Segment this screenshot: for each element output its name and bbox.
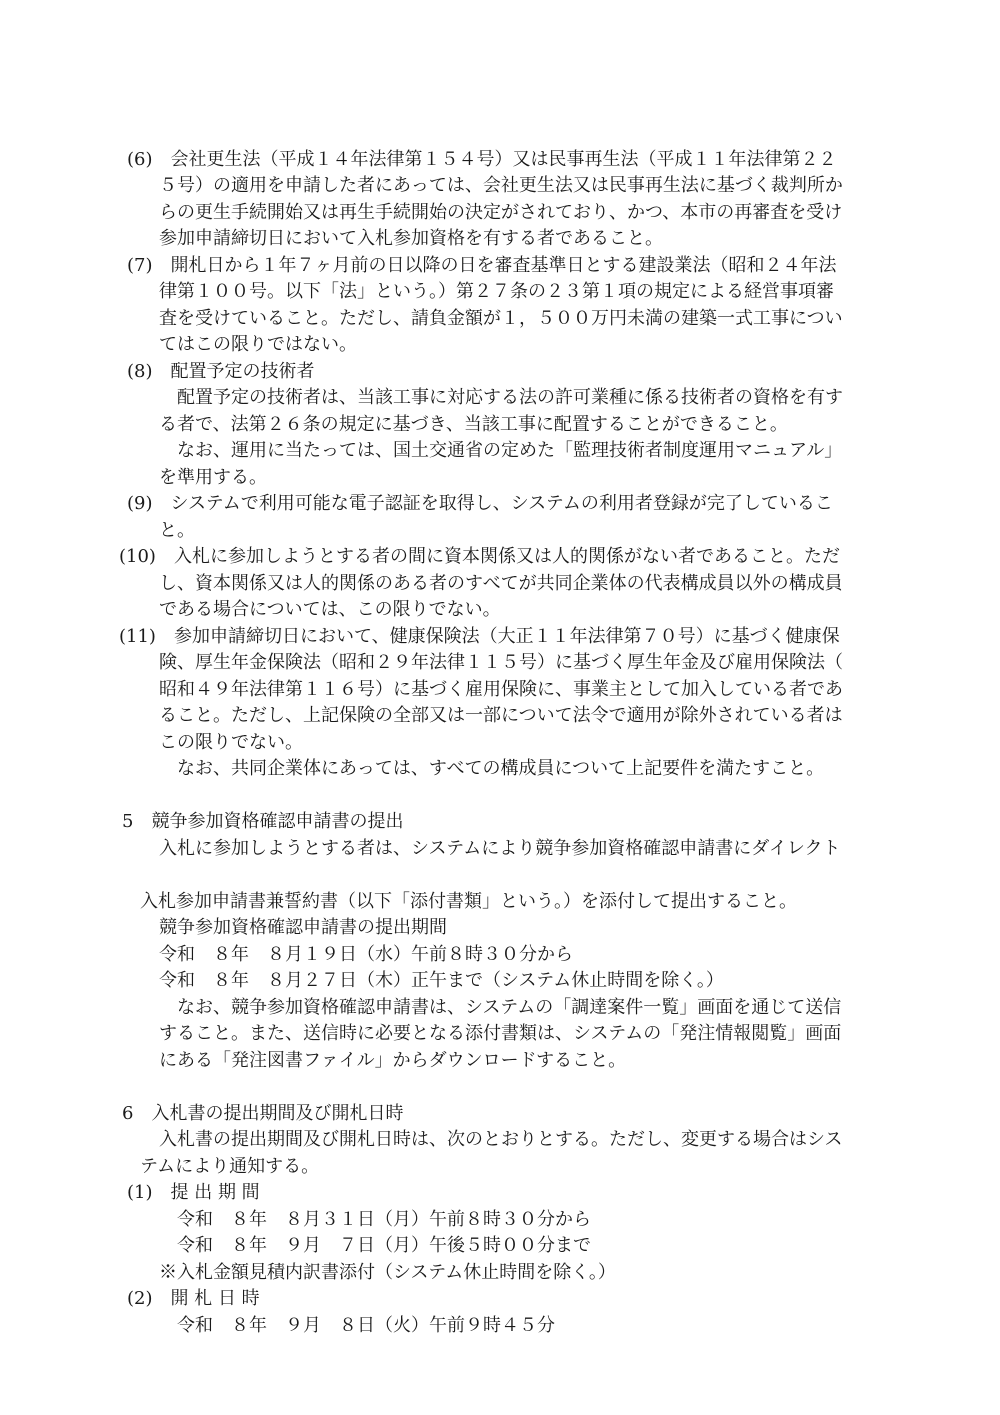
item-11-line-4: ること。ただし、上記保険の全部又は一部について法令で適用が除外されている者は bbox=[159, 705, 843, 726]
item-6-line-3: らの更生手続開始又は再生手続開始の決定がされており、かつ、本市の再審査を受け bbox=[159, 202, 843, 223]
item-11-line-5: この限りでない。 bbox=[159, 732, 303, 753]
section-6-item-1-note: ※入札金額見積内訳書添付（システム休止時間を除く。） bbox=[159, 1262, 616, 1283]
item-7-line-2: 律第１００号。以下「法」という。）第２７条の２３第１項の規定による経営事項審 bbox=[159, 281, 834, 302]
item-10-line-2: し、資本関係又は人的関係のある者のすべてが共同企業体の代表構成員以外の構成員 bbox=[159, 573, 843, 594]
item-8-line-4: を準用する。 bbox=[159, 467, 267, 488]
section-6-item-2-heading: (2) 開 札 日 時 bbox=[127, 1288, 260, 1309]
item-9-line-1: (9) システムで利用可能な電子認証を取得し、システムの利用者登録が完了しているこ bbox=[127, 493, 833, 514]
item-6-line-4: 参加申請締切日において入札参加資格を有する者であること。 bbox=[159, 228, 663, 249]
item-11-line-2: 険、厚生年金保険法（昭和２９年法律１１５号）に基づく厚生年金及び雇用保険法（ bbox=[159, 652, 843, 673]
item-10-line-1: (10) 入札に参加しようとする者の間に資本関係又は人的関係がない者であること。ただ bbox=[119, 546, 840, 567]
section-5-period-start: 令和 ８年 ８月１９日（水）午前８時３０分から bbox=[159, 944, 573, 965]
item-8-line-1: 配置予定の技術者は、当該工事に対応する法の許可業種に係る技術者の資格を有す bbox=[177, 387, 843, 408]
item-6-line-2: ５号）の適用を申請した者にあっては、会社更生法又は民事再生法に基づく裁判所か bbox=[159, 175, 843, 196]
section-5-note-3: にある「発注図書ファイル」からダウンロードすること。 bbox=[159, 1050, 627, 1071]
item-6-line-1: (6) 会社更生法（平成１４年法律第１５４号）又は民事再生法（平成１１年法律第２２ bbox=[127, 149, 837, 170]
section-5-heading: 5 競争参加資格確認申請書の提出 bbox=[122, 811, 404, 832]
item-11-line-6: なお、共同企業体にあっては、すべての構成員について上記要件を満たすこと。 bbox=[177, 758, 825, 779]
section-6-item-1-end: 令和 ８年 ９月 ７日（月）午後５時００分まで bbox=[177, 1235, 591, 1256]
item-8-line-2: る者で、法第２６条の規定に基づき、当該工事に配置することができること。 bbox=[159, 414, 788, 435]
section-6-item-1-heading: (1) 提 出 期 間 bbox=[127, 1182, 260, 1203]
item-8-line-3: なお、運用に当たっては、国土交通省の定めた「監理技術者制度運用マニュアル」 bbox=[177, 440, 843, 461]
section-5-note-1: なお、競争参加資格確認申請書は、システムの「調達案件一覧」画面を通じて送信 bbox=[177, 997, 842, 1018]
section-5-period-label: 競争参加資格確認申請書の提出期間 bbox=[159, 917, 447, 938]
item-11-line-3: 昭和４９年法律第１１６号）に基づく雇用保険に、事業主として加入している者であ bbox=[159, 679, 843, 700]
section-6-heading: 6 入札書の提出期間及び開札日時 bbox=[122, 1103, 404, 1124]
section-6-line-1: 入札書の提出期間及び開札日時は、次のとおりとする。ただし、変更する場合はシス bbox=[159, 1129, 843, 1150]
item-7-line-1: (7) 開札日から１年７ヶ月前の日以降の日を審査基準日とする建設業法（昭和２４年法 bbox=[127, 255, 837, 276]
section-5-line-2: 入札参加申請書兼誓約書（以下「添付書類」という。）を添付して提出すること。 bbox=[140, 891, 797, 912]
item-9-line-2: と。 bbox=[159, 520, 195, 541]
section-5-period-end: 令和 ８年 ８月２７日（木）正午まで（システム休止時間を除く。） bbox=[159, 970, 724, 991]
section-6-line-2: テムにより通知する。 bbox=[140, 1156, 320, 1177]
item-10-line-3: である場合については、この限りでない。 bbox=[159, 599, 501, 620]
item-7-line-4: てはこの限りではない。 bbox=[159, 334, 357, 355]
item-8-heading: (8) 配置予定の技術者 bbox=[127, 361, 315, 382]
item-11-line-1: (11) 参加申請締切日において、健康保険法（大正１１年法律第７０号）に基づく健康保 bbox=[119, 626, 840, 647]
section-6-item-1-start: 令和 ８年 ８月３１日（月）午前８時３０分から bbox=[177, 1209, 591, 1230]
item-7-line-3: 査を受けていること。ただし、請負金額が１，５００万円未満の建築一式工事につい bbox=[159, 308, 843, 329]
section-5-line-1: 入札に参加しようとする者は、システムにより競争参加資格確認申請書にダイレクト bbox=[159, 838, 841, 859]
section-5-note-2: すること。また、送信時に必要となる添付書類は、システムの「発注情報閲覧」画面 bbox=[159, 1023, 842, 1044]
section-6-item-2-datetime: 令和 ８年 ９月 ８日（火）午前９時４５分 bbox=[177, 1315, 555, 1336]
